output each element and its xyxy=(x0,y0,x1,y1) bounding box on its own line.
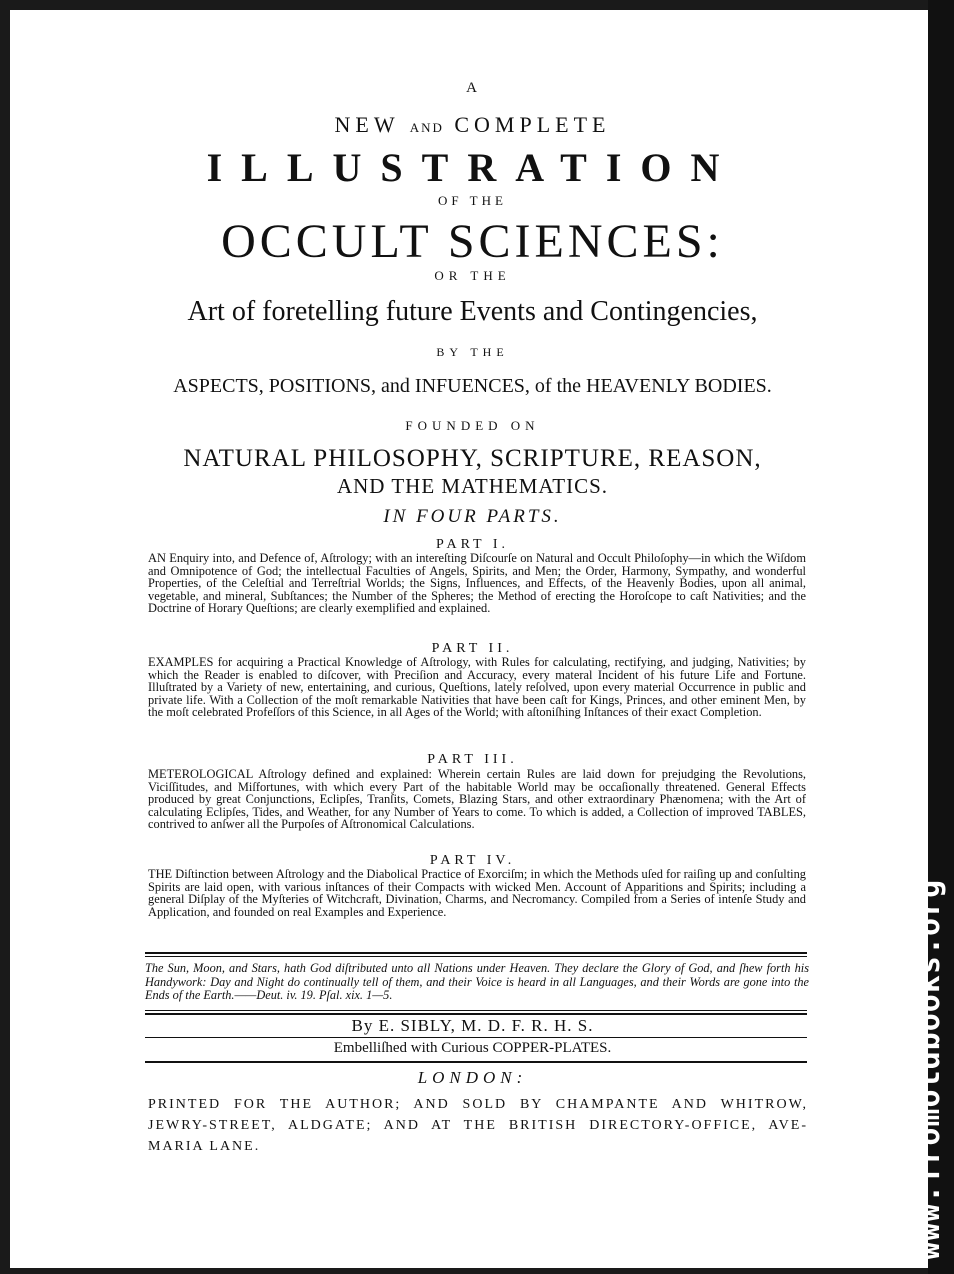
divider-rule xyxy=(145,1037,807,1038)
title-four-parts: IN FOUR PARTS. xyxy=(383,506,562,527)
part-1-heading: PART I. xyxy=(435,537,510,552)
subtitle-art: Art of foretelling future Events and Contingencies, xyxy=(187,296,758,327)
subtitle-natural-philosophy: NATURAL PHILOSOPHY, SCRIPTURE, REASON, xyxy=(183,445,762,472)
part-4-heading: PART IV. xyxy=(429,853,516,868)
part-1-text xyxy=(148,552,806,615)
scan-edge-left xyxy=(0,0,10,1274)
title-occult-sciences: OCCULT SCIENCES: xyxy=(221,215,724,268)
part-3-paragraph: METEROLOGICAL Aſtrology defined and explained: Wherein certain Rules are laid down for prejudging the Revolutions, Viciſſitudes, and Miſfortunes, with which every Part of the habitable World may be occaſionally threatened. General Effects produced by great Conjunctions, Eclipſes, Tranſits, Comets, Blazing Stars, and other extraordinary Phænomena; with the Art of calculating Eclipſes, Tides, and Weather, for any Number of Years to come. To which is added, a Collection of improved TABLES, contrived to anſwer all the Purpoſes of Aſtronomical Calculations. xyxy=(148,767,806,832)
part-2-text xyxy=(148,656,806,719)
watermark-text: www.fromoldbooks.org xyxy=(912,878,947,1260)
divider-rule xyxy=(145,952,807,954)
title-article: A xyxy=(466,80,479,96)
imprint-city: LONDON: xyxy=(417,1068,528,1087)
epigraph-quote: The Sun, Moon, and Stars, hath God diſtributed unto all Nations under Heaven. They declare the Glory of God, and ſhew forth his Handywork: Day and Night do continually tell of them, and their Voice is heard in all Languages, and their Words are gone into the Ends of the Earth.——Deut. iv. 19. Pſal. xix. 1—5. xyxy=(145,961,809,1002)
part-2-paragraph: EXAMPLES for acquiring a Practical Knowledge of Aſtrology, with Rules for calculating, rectifying, and judging, Nativities; by which the Reader is enabled to diſcover, with Preciſion and Accuracy, every materal Incident of his future Life and Fortune. Illuſtrated by a Variety of new, entertaining, and curious, Queſtions, lately reſolved, upon every material Occurrence in public and private life. With a Collection of the moſt remarkable Nativities that have been caſt for Kings, Princes, and other eminent Men, by the moſt celebrated Profeſſors of this Science, in all Ages of the World; with aſtoniſhing Inſtances of their exact Completion. xyxy=(148,655,806,720)
title-of-the: OF THE xyxy=(438,193,507,208)
title-or-the: OR THE xyxy=(434,268,511,283)
part-4-text xyxy=(148,868,806,918)
imprint-publisher: PRINTED FOR THE AUTHOR; AND SOLD BY CHAMPANTE AND WHITROW, JEWRY-STREET, ALDGATE; AND AT THE BRITISH DIRECTORY-OFFICE, AVE-MARIA LANE. xyxy=(148,1097,808,1154)
title-complete: COMPLETE xyxy=(454,112,611,137)
part-2-heading: PART II. xyxy=(431,641,514,656)
title-by-the: BY THE xyxy=(436,345,509,359)
part-3-heading: PART III. xyxy=(427,752,518,767)
title-new: NEW xyxy=(334,112,400,137)
title-new-and-complete xyxy=(140,112,805,138)
part-3-text xyxy=(148,768,806,831)
scan-edge-bottom xyxy=(0,1268,954,1274)
part-1-paragraph: AN Enquiry into, and Defence of, Aſtrology; with an intereſting Diſcourſe on Natural and Occult Philoſophy—in which the Wiſdom and Omnipotence of God; the intellectual Faculties of Angels, Spirits, and Men; the Order, Harmony, Sympathy, and wonderful Properties, of the Celeſtial and Terreſtrial Worlds; the Signs, Influences, and Effects, of the Heavenly Bodies, upon all animal, vegetable, and mineral, Subſtances; the Number of the Spheres; the Method of erecting the Horoſcope to caſt Nativities; and the Doctrine of Horary Queſtions; are clearly exemplified and explained. xyxy=(148,551,806,616)
title-illustration: ILLUSTRATION xyxy=(206,145,739,190)
subtitle-aspects: ASPECTS, POSITIONS, and INFUENCES, of the HEAVENLY BODIES. xyxy=(173,375,772,397)
divider-rule xyxy=(145,1010,807,1011)
divider-rule xyxy=(145,1061,807,1063)
divider-rule xyxy=(145,1013,807,1015)
title-founded-on: FOUNDED ON xyxy=(405,418,540,433)
embellished-line: Embelliſhed with Curious COPPER-PLATES. xyxy=(333,1040,612,1056)
author-line: By E. SIBLY, M. D. F. R. H. S. xyxy=(351,1016,594,1035)
title-and: AND xyxy=(409,120,444,135)
scan-edge-top xyxy=(0,0,954,10)
part-4-paragraph: THE Diſtinction between Aſtrology and the Diabolical Practice of Exorciſm; in which the Methods uſed for raiſing up and conſulting Spirits are laid open, with various inſtances of their Compacts with wicked Men. Account of Apparitions and Spirits; including a general Diſplay of the Myſteries of Witchcraft, Divination, Charms, and Necromancy. Compiled from a Series of intenſe Study and Application, and founded on real Examples and Experience. xyxy=(148,867,806,919)
divider-rule xyxy=(145,956,807,957)
subtitle-mathematics: AND THE MATHEMATICS. xyxy=(336,474,609,498)
